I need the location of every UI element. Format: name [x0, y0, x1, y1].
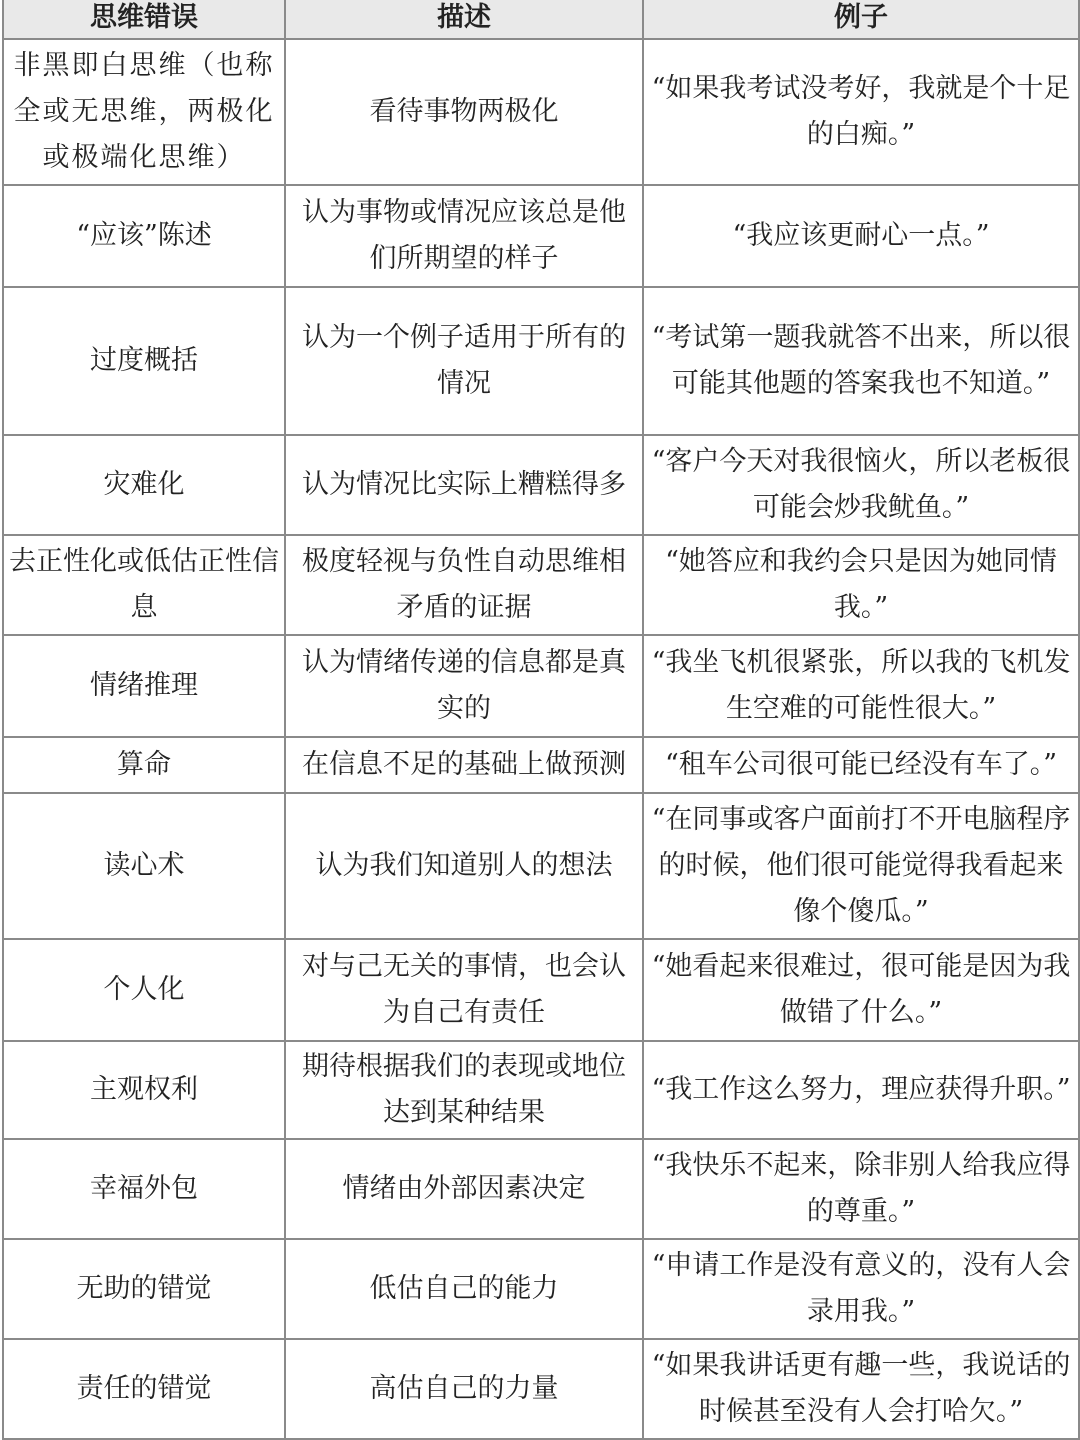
example-cell: “客户今天对我很恼火，所以老板很可能会炒我鱿鱼。”: [643, 435, 1079, 535]
table-row: [3, 39, 1079, 185]
example-cell: “在同事或客户面前打不开电脑程序的时候，他们很可能觉得我看起来像个傻瓜。”: [643, 793, 1079, 939]
description-cell: 对与己无关的事情，也会认为自己有责任: [285, 939, 643, 1041]
table-row: [3, 1239, 1079, 1339]
description-cell: 期待根据我们的表现或地位达到某种结果: [285, 1041, 643, 1139]
error-cell: 读心术: [3, 793, 285, 939]
table-row: [3, 535, 1079, 635]
header-example: 例子: [643, 0, 1079, 39]
table-row: [3, 1339, 1079, 1439]
table-row: [3, 1139, 1079, 1239]
description-cell: 认为一个例子适用于所有的情况: [285, 287, 643, 435]
description-cell: 认为情绪传递的信息都是真实的: [285, 635, 643, 737]
table-row: [3, 635, 1079, 737]
description-cell: 认为事物或情况应该总是他们所期望的样子: [285, 185, 643, 287]
table-row: [3, 737, 1079, 793]
example-cell: “租车公司很可能已经没有车了。”: [643, 737, 1079, 793]
header-error: 思维错误: [3, 0, 285, 39]
description-cell: 认为我们知道别人的想法: [285, 793, 643, 939]
description-cell: 高估自己的力量: [285, 1339, 643, 1439]
error-cell: 非黑即白思维（也称全或无思维，两极化或极端化思维）: [3, 39, 285, 185]
example-cell: “如果我考试没考好，我就是个十足的白痴。”: [643, 39, 1079, 185]
table-row: [3, 185, 1079, 287]
error-cell: 无助的错觉: [3, 1239, 285, 1339]
error-cell: 个人化: [3, 939, 285, 1041]
description-cell: 低估自己的能力: [285, 1239, 643, 1339]
description-cell: 认为情况比实际上糟糕得多: [285, 435, 643, 535]
table-row: [3, 1041, 1079, 1139]
header-description: 描述: [285, 0, 643, 39]
table-row: [3, 287, 1079, 435]
example-cell: “我应该更耐心一点。”: [643, 185, 1079, 287]
error-cell: 责任的错觉: [3, 1339, 285, 1439]
example-cell: “她答应和我约会只是因为她同情我。”: [643, 535, 1079, 635]
error-cell: 幸福外包: [3, 1139, 285, 1239]
example-cell: “我坐飞机很紧张，所以我的飞机发生空难的可能性很大。”: [643, 635, 1079, 737]
example-cell: “我工作这么努力，理应获得升职。”: [643, 1041, 1079, 1139]
description-cell: 看待事物两极化: [285, 39, 643, 185]
table-row: [3, 793, 1079, 939]
error-cell: 情绪推理: [3, 635, 285, 737]
error-cell: 主观权利: [3, 1041, 285, 1139]
error-cell: 过度概括: [3, 287, 285, 435]
example-cell: “申请工作是没有意义的，没有人会录用我。”: [643, 1239, 1079, 1339]
error-cell: “应该”陈述: [3, 185, 285, 287]
header-row: [3, 0, 1079, 39]
description-cell: 在信息不足的基础上做预测: [285, 737, 643, 793]
example-cell: “她看起来很难过，很可能是因为我做错了什么。”: [643, 939, 1079, 1041]
error-cell: 算命: [3, 737, 285, 793]
table-row: [3, 435, 1079, 535]
description-cell: 极度轻视与负性自动思维相矛盾的证据: [285, 535, 643, 635]
thinking-errors-table: [2, 0, 1080, 1440]
example-cell: “我快乐不起来，除非别人给我应得的尊重。”: [643, 1139, 1079, 1239]
table-row: [3, 939, 1079, 1041]
error-cell: 灾难化: [3, 435, 285, 535]
description-cell: 情绪由外部因素决定: [285, 1139, 643, 1239]
example-cell: “考试第一题我就答不出来，所以很可能其他题的答案我也不知道。”: [643, 287, 1079, 435]
error-cell: 去正性化或低估正性信息: [3, 535, 285, 635]
example-cell: “如果我讲话更有趣一些，我说话的时候甚至没有人会打哈欠。”: [643, 1339, 1079, 1439]
